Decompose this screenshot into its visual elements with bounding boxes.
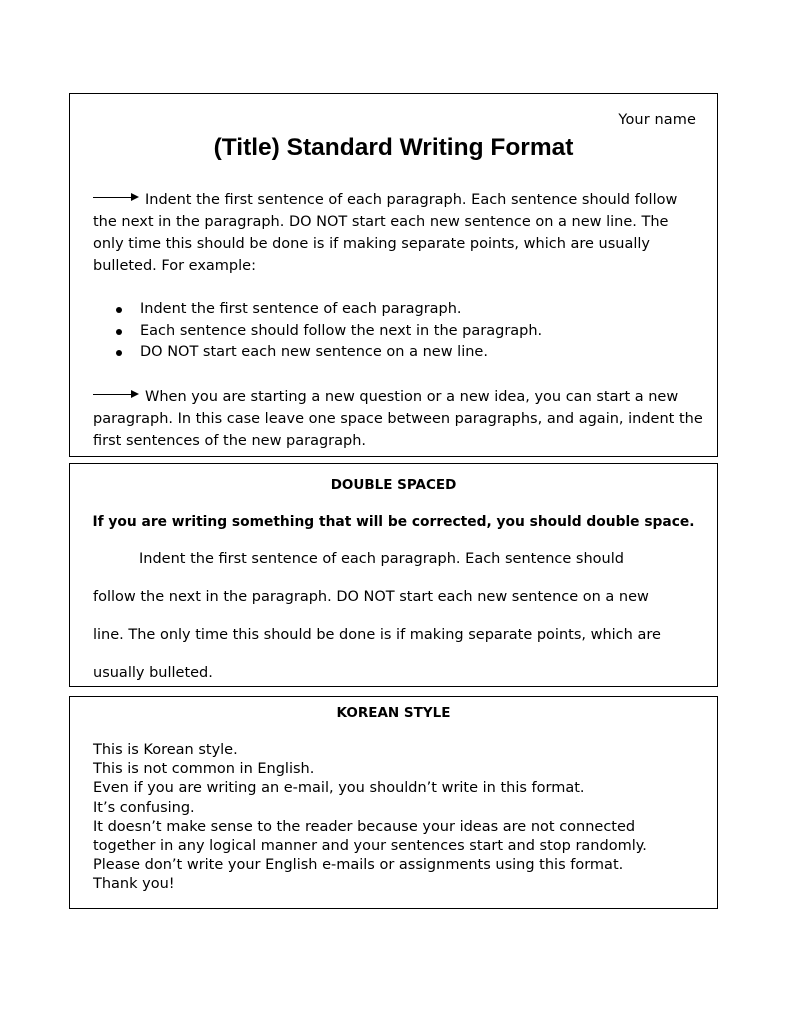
paragraph-2: [93, 386, 703, 452]
bullet-icon: [116, 307, 122, 313]
text-line: together in any logical manner and your sentences start and stop randomly.: [93, 838, 647, 855]
section-subheading: If you are writing something that will be corrected, you should double space.: [92, 514, 695, 530]
list-item: Indent the first sentence of each paragraph.: [116, 299, 542, 321]
korean-style-section: [69, 696, 718, 909]
paragraph-2-text: When you are starting a new question or a new idea, you can start a new paragraph. In this case leave one space between paragraphs, and again, indent the first sentences of the new paragraph.: [93, 389, 703, 449]
text-line: This is Korean style.: [93, 742, 238, 758]
bullet-icon: [116, 329, 122, 335]
standard-format-section: [69, 93, 718, 457]
text-line: This is not common in English.: [93, 761, 315, 778]
text-line: usually bulleted.: [93, 665, 213, 681]
document-title: (Title) Standard Writing Format: [213, 134, 574, 161]
text-line: It doesn’t make sense to the reader because your ideas are not connected: [93, 818, 636, 835]
korean-style-lines: [93, 741, 647, 895]
text-line: line. The only time this should be done is if making separate points, which are: [93, 627, 661, 643]
author-name: Your name: [618, 112, 696, 128]
list-item: Each sentence should follow the next in the paragraph.: [116, 321, 542, 343]
text-line: Thank you!: [93, 876, 175, 893]
example-bullet-list: [116, 299, 542, 364]
text-line: It’s confusing.: [93, 799, 195, 816]
text-line: Please don’t write your English e-mails or assignments using this format.: [93, 857, 624, 874]
text-line: Even if you are writing an e-mail, you shouldn’t write in this format.: [93, 780, 585, 797]
section-heading: DOUBLE SPACED: [330, 477, 457, 493]
double-spaced-section: [69, 463, 718, 687]
indent-arrow-icon: [93, 193, 139, 203]
paragraph-1-text: Indent the first sentence of each paragraph. Each sentence should follow the next in the paragraph. DO NOT start each new sentence on a new line. The only time this should be done is if making separate points, which are usually bulleted. For example:: [93, 192, 678, 274]
list-item: DO NOT start each new sentence on a new line.: [116, 342, 542, 364]
text-line: Indent the first sentence of each paragraph. Each sentence should: [139, 551, 624, 567]
bullet-icon: [116, 350, 122, 356]
paragraph-1: [93, 189, 703, 277]
indent-arrow-icon: [93, 390, 139, 400]
text-line: follow the next in the paragraph. DO NOT start each new sentence on a new: [93, 589, 649, 605]
section-heading: KOREAN STYLE: [336, 705, 451, 721]
